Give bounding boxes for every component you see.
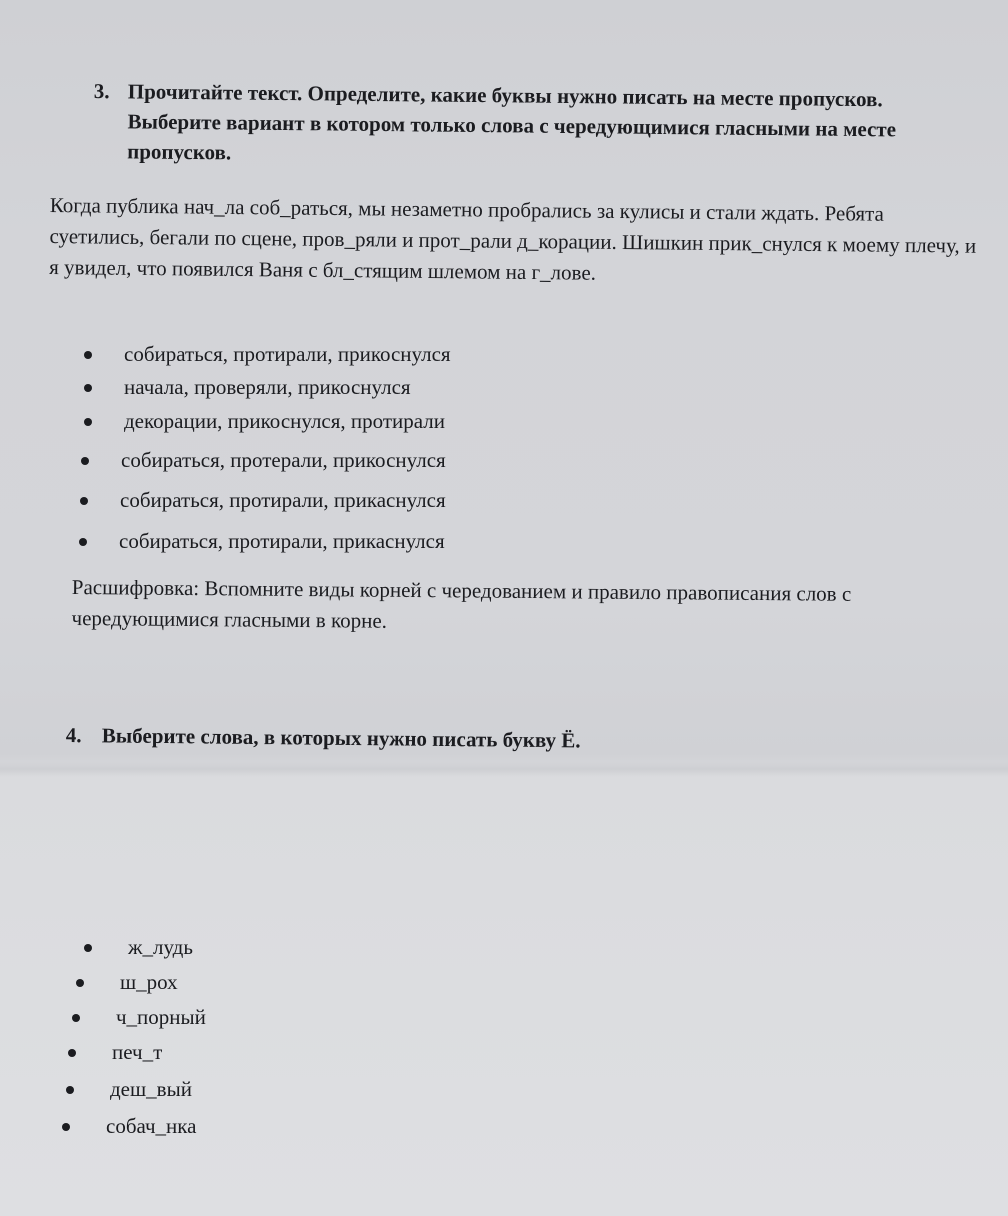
question-3-options	[84, 338, 584, 558]
option-item[interactable]	[84, 338, 584, 371]
bullet-icon	[84, 351, 92, 359]
bullet-icon	[68, 1049, 76, 1057]
bullet-icon	[84, 944, 92, 952]
option-label: ч_порный	[116, 1005, 206, 1029]
question-3-passage: Когда публика нач_ла соб_раться, мы незаметно пробрались за кулисы и стали ждать. Ребята суетились, бегали по сцене, пров_ряли и прот_рали д_корации. Шишкин прик_снулся к моему плечу, и я увидел, что появился Ваня с бл_стящим шлемом на г_лове.	[49, 192, 977, 285]
question-3-heading	[93, 76, 974, 181]
option-item[interactable]	[72, 1000, 370, 1035]
bullet-icon	[84, 418, 92, 426]
option-label: собираться, протирали, прикоснулся	[124, 342, 451, 366]
question-4-options	[70, 930, 370, 1144]
question-3-number: 3.	[93, 78, 110, 104]
option-label: ш_рох	[120, 970, 178, 994]
option-label: деш_вый	[110, 1077, 192, 1101]
option-label: собираться, протерали, прикоснулся	[121, 448, 446, 472]
bullet-icon	[81, 457, 89, 465]
option-label: начала, проверяли, прикоснулся	[124, 375, 411, 399]
option-item[interactable]	[68, 1035, 370, 1070]
option-label: декорации, прикоснулся, протирали	[124, 409, 446, 433]
bullet-icon	[66, 1086, 74, 1094]
question-4-number: 4.	[65, 722, 82, 748]
question-3-instruction: Прочитайте текст. Определите, какие буквы нужно писать на месте пропусков. Выберите вариант в котором только слова с чередующимися гласными на месте пропусков.	[127, 79, 897, 165]
option-label: собираться, протирали, прикаснулся	[119, 529, 445, 553]
option-item[interactable]	[84, 405, 584, 438]
option-item[interactable]	[84, 371, 584, 404]
option-label: собираться, протирали, прикаснулся	[120, 488, 446, 512]
option-label: собач_нка	[106, 1114, 197, 1138]
option-label: печ_т	[112, 1040, 163, 1064]
option-label: ж_лудь	[128, 935, 193, 959]
option-item[interactable]	[79, 525, 584, 558]
question-3-hint: Расшифровка: Вспомните виды корней с чередованием и правило правописания слов с чередующимися гласными в корне.	[71, 574, 852, 633]
option-item[interactable]	[66, 1072, 370, 1107]
question-4-heading	[66, 720, 766, 763]
option-item[interactable]	[81, 444, 584, 477]
option-item[interactable]	[76, 965, 370, 1000]
bullet-icon	[80, 497, 88, 505]
question-4-instruction: Выберите слова, в которых нужно писать букву Ё.	[101, 723, 581, 753]
option-item[interactable]	[84, 930, 370, 965]
bullet-icon	[84, 384, 92, 392]
option-item[interactable]	[80, 484, 584, 517]
option-item[interactable]	[62, 1109, 370, 1144]
bullet-icon	[79, 538, 87, 546]
paper-fold	[0, 762, 1008, 776]
bullet-icon	[72, 1014, 80, 1022]
bullet-icon	[76, 979, 84, 987]
bullet-icon	[62, 1123, 70, 1131]
